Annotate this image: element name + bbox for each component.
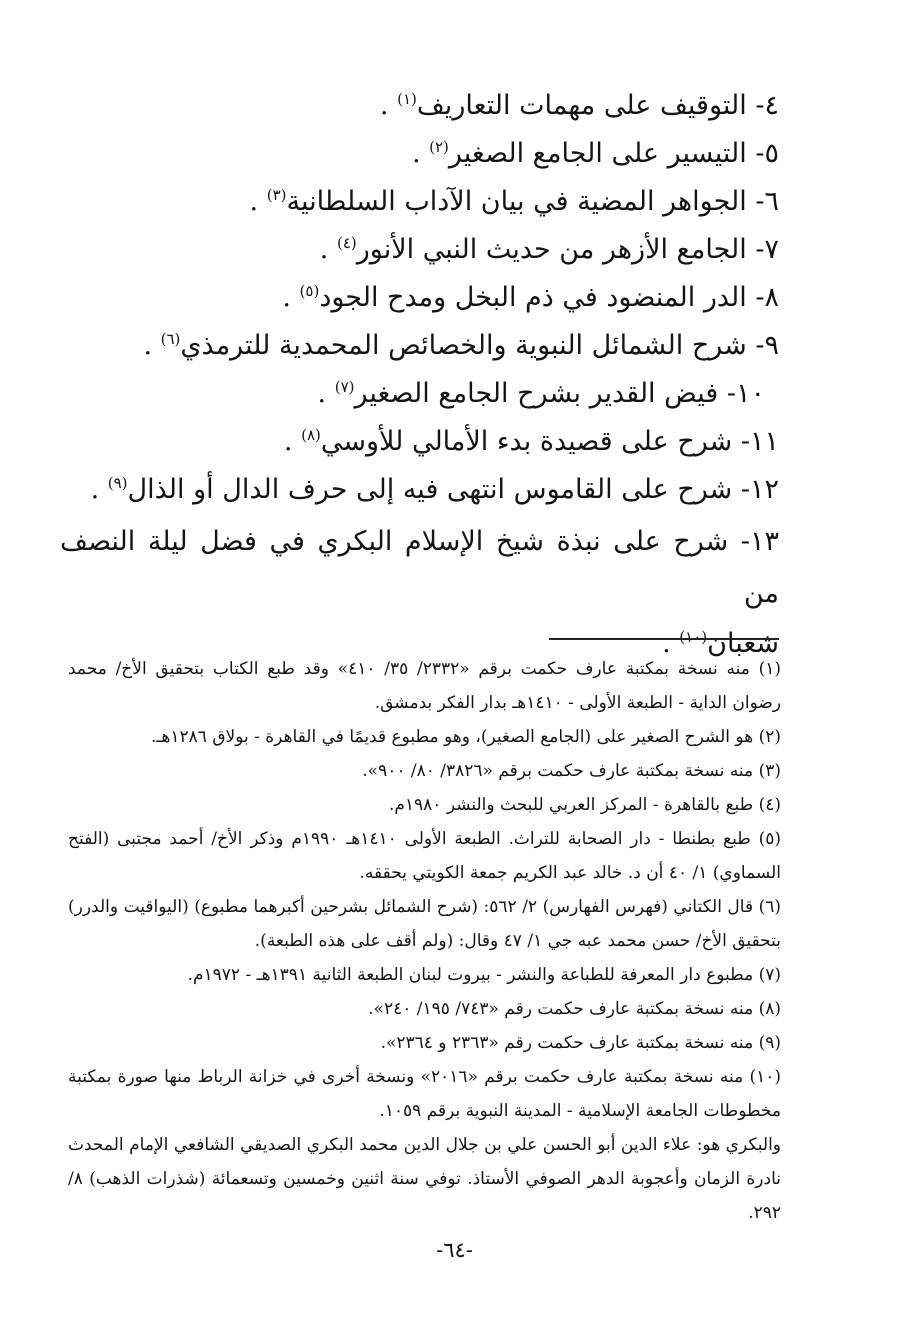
footnote: (٦) قال الكتاني (فهرس الفهارس) ٢/ ٥٦٢: (شرح الشمائل بشرحين أكبرهما مطبوع) (اليواقيت والدرر) بتحقيق الأخ/ حسن محمد عبه جي ١/ ٤٧ وقال: (ولم أقف على هذه الطبعة). xyxy=(68,897,781,951)
item-tail: . xyxy=(143,330,161,361)
item-tail: . xyxy=(317,378,335,409)
item-tail: . xyxy=(282,282,300,313)
item-tail: . xyxy=(319,234,337,265)
item-text: ٩- شرح الشمائل النبوية والخصائص المحمدية للترمذي xyxy=(180,330,779,361)
list-item xyxy=(60,370,779,418)
item-text: شعبان xyxy=(707,628,779,659)
footnote-ref: (١٠) xyxy=(679,628,708,646)
footnote-ref: (٣) xyxy=(266,186,287,204)
footnote-ref: (٨) xyxy=(301,426,321,444)
footnote-ref: (٩) xyxy=(107,474,128,492)
list-item xyxy=(60,178,779,226)
item-tail: . xyxy=(283,426,302,457)
item-tail: . xyxy=(249,186,267,217)
item-text: ٨- الدر المنضود في ذم البخل ومدح الجود xyxy=(319,282,779,313)
footnotes xyxy=(68,652,781,1230)
footnote: (٢) هو الشرح الصغير على (الجامع الصغير)، وهو مطبوع قديمًا في القاهرة - بولاق ١٢٨٦هـ. xyxy=(151,727,781,747)
item-text: ٧- الجامع الأزهر من حديث النبي الأنور xyxy=(356,234,779,265)
footnote-ref: (٦) xyxy=(160,330,181,348)
page-number: -٦٤- xyxy=(436,1238,473,1262)
footnote: (٧) مطبوع دار المعرفة للطباعة والنشر - بيروت لبنان الطبعة الثانية ١٣٩١هـ - ١٩٧٢م. xyxy=(187,965,781,985)
item-text: ١٣- شرح على نبذة شيخ الإسلام البكري في فضل ليلة النصف من xyxy=(60,526,779,609)
footnote: (٩) منه نسخة بمكتبة عارف حكمت رقم «٢٣٦٣ و ٢٣٦٤». xyxy=(380,1033,781,1053)
footnote: (١) منه نسخة بمكتبة عارف حكمت برقم «٢٣٣٢/ ٣٥/ ٤١٠» وقد طبع الكتاب بتحقيق الأخ/ محمد رضوان الداية - الطبعة الأولى - ١٤١٠هـ بدار الفكر بدمشق. xyxy=(68,659,781,713)
item-text: ١٠- فيض القدير بشرح الجامع الصغير xyxy=(354,378,765,409)
list-item xyxy=(60,466,779,514)
list-item xyxy=(60,516,779,620)
list-item xyxy=(60,418,779,466)
footnote: (٥) طبع بطنطا - دار الصحابة للتراث. الطبعة الأولى ١٤١٠هـ ١٩٩٠م وذكر الأخ/ أحمد مجتبى (الفتح السماوي) ١/ ٤٠ أن د. خالد عبد الكريم جمعة الكويتي يحققه. xyxy=(68,829,781,883)
footnote: (٣) منه نسخة بمكتبة عارف حكمت برقم «٣٨٢٦/ ٨٠/ ٩٠٠». xyxy=(362,761,781,781)
item-text: ١٢- شرح على القاموس انتهى فيه إلى حرف الدال أو الذال xyxy=(127,474,779,505)
footnote-ref: (٤) xyxy=(336,234,357,252)
list-item xyxy=(60,274,779,322)
footnote: (٨) منه نسخة بمكتبة عارف حكمت رقم «٧٤٣/ ١٩٥/ ٢٤٠». xyxy=(368,999,781,1019)
item-text: ٤- التوقيف على مهمات التعاريف xyxy=(416,90,779,121)
footnote: (١٠) منه نسخة بمكتبة عارف حكمت برقم «٢٠١٦» ونسخة أخرى في خزانة الرباط منها صورة بمكتبة مخطوطات الجامعة الإسلامية - المدينة النبوية برقم ١٠٥٩. xyxy=(68,1067,781,1121)
item-text: ١١- شرح على قصيدة بدء الأمالي للأوسي xyxy=(320,426,779,457)
list-item xyxy=(60,130,779,178)
item-tail: . xyxy=(90,474,108,505)
footnote: (٤) طبع بالقاهرة - المركز العربي للبحث والنشر ١٩٨٠م. xyxy=(388,795,781,815)
footnote-continuation: والبكري هو: علاء الدين أبو الحسن علي بن جلال الدين محمد البكري الصديقي الشافعي الإمام المحدث نادرة الزمان وأعجوبة الدهر الصوفي الأستاذ. توفي سنة اثنين وخمسين وتسعمائة (شذرات الذهب) ٨/ ٢٩٢. xyxy=(68,1135,781,1223)
works-list xyxy=(60,82,779,668)
list-item xyxy=(60,226,779,274)
item-tail: . xyxy=(411,138,430,169)
item-text: ٦- الجواهر المضية في بيان الآداب السلطانية xyxy=(286,186,779,217)
footnote-ref: (٧) xyxy=(334,378,355,396)
list-item xyxy=(60,322,779,370)
footnote-ref: (٥) xyxy=(299,282,320,300)
item-tail: . xyxy=(379,90,398,121)
footnote-ref: (١) xyxy=(397,90,417,108)
item-text: ٥- التيسير على الجامع الصغير xyxy=(448,138,779,169)
list-item xyxy=(60,82,779,130)
item-tail: . xyxy=(662,628,680,659)
footnote-ref: (٢) xyxy=(429,138,449,156)
footnote-separator xyxy=(549,638,779,640)
